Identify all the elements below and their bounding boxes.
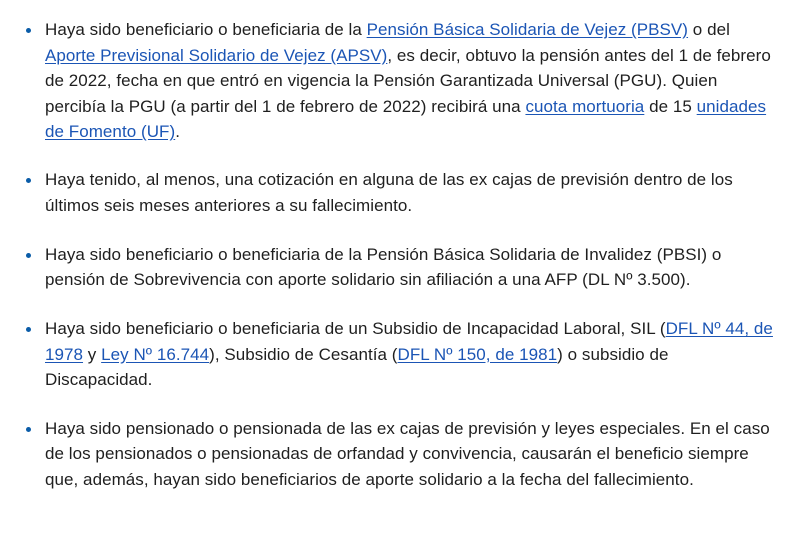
bullet-icon xyxy=(26,327,31,332)
dfl-150-link[interactable]: DFL Nº 150, de 1981 xyxy=(397,344,558,364)
item-text: Haya sido beneficiario o beneficiaria de la xyxy=(45,20,367,39)
list-item xyxy=(20,167,780,218)
apsv-link[interactable]: Aporte Previsional Solidario de Vejez (APSV) xyxy=(45,45,388,65)
item-text: . xyxy=(175,122,180,141)
item-text: ), Subsidio de Cesantía ( xyxy=(209,344,398,364)
item-text: Haya sido beneficiario o beneficiaria de la Pensión Básica Solidaria de Invalidez (PBSI) o pensión de Sobrevivencia con aporte solidario sin afiliación a una AFP (DL Nº 3.500). xyxy=(45,244,722,289)
bullet-icon xyxy=(26,427,31,432)
bullet-icon xyxy=(26,253,31,258)
item-text: ) o subsidio de Discapacidad. xyxy=(45,344,669,389)
list-item xyxy=(20,242,780,293)
cuota-mortuoria-link[interactable]: cuota mortuoria xyxy=(525,96,645,116)
list-item xyxy=(20,316,780,393)
item-text: o del xyxy=(688,20,730,39)
item-text: , es decir, obtuvo la pensión antes del 1 de febrero de 2022, fecha en que entró en vigencia la Pensión Garantizada Universal (PGU). Quien percibía la PGU (a partir del 1 de febrero de 2022) recibirá una xyxy=(45,45,771,116)
ley-16744-link[interactable]: Ley Nº 16.744 xyxy=(101,344,210,364)
unidades-fomento-link[interactable]: unidades de Fomento (UF) xyxy=(45,96,767,141)
pbsv-link[interactable]: Pensión Básica Solidaria de Vejez (PBSV) xyxy=(366,20,689,39)
item-text: Haya tenido, al menos, una cotización en alguna de las ex cajas de previsión dentro de los últimos seis meses anteriores a su fallecimiento. xyxy=(45,170,733,215)
dfl-44-link[interactable]: DFL Nº 44, de 1978 xyxy=(45,319,773,364)
item-text: Haya sido beneficiario o beneficiaria de un Subsidio de Incapacidad Laboral, SIL ( xyxy=(45,319,666,338)
item-text: Haya sido pensionado o pensionada de las ex cajas de previsión y leyes especiales. En el caso de los pensionados o pensionadas de orfandad y convivencia, causarán el beneficio siempre que, además, hayan sido beneficiarios de aporte solidario a la fecha del fallecimiento. xyxy=(45,418,770,489)
item-text: de 15 xyxy=(644,96,697,116)
list-item xyxy=(20,416,780,493)
list-item xyxy=(20,17,780,145)
item-text: y xyxy=(83,344,102,364)
bullet-icon xyxy=(26,28,31,33)
bullet-icon xyxy=(26,178,31,183)
